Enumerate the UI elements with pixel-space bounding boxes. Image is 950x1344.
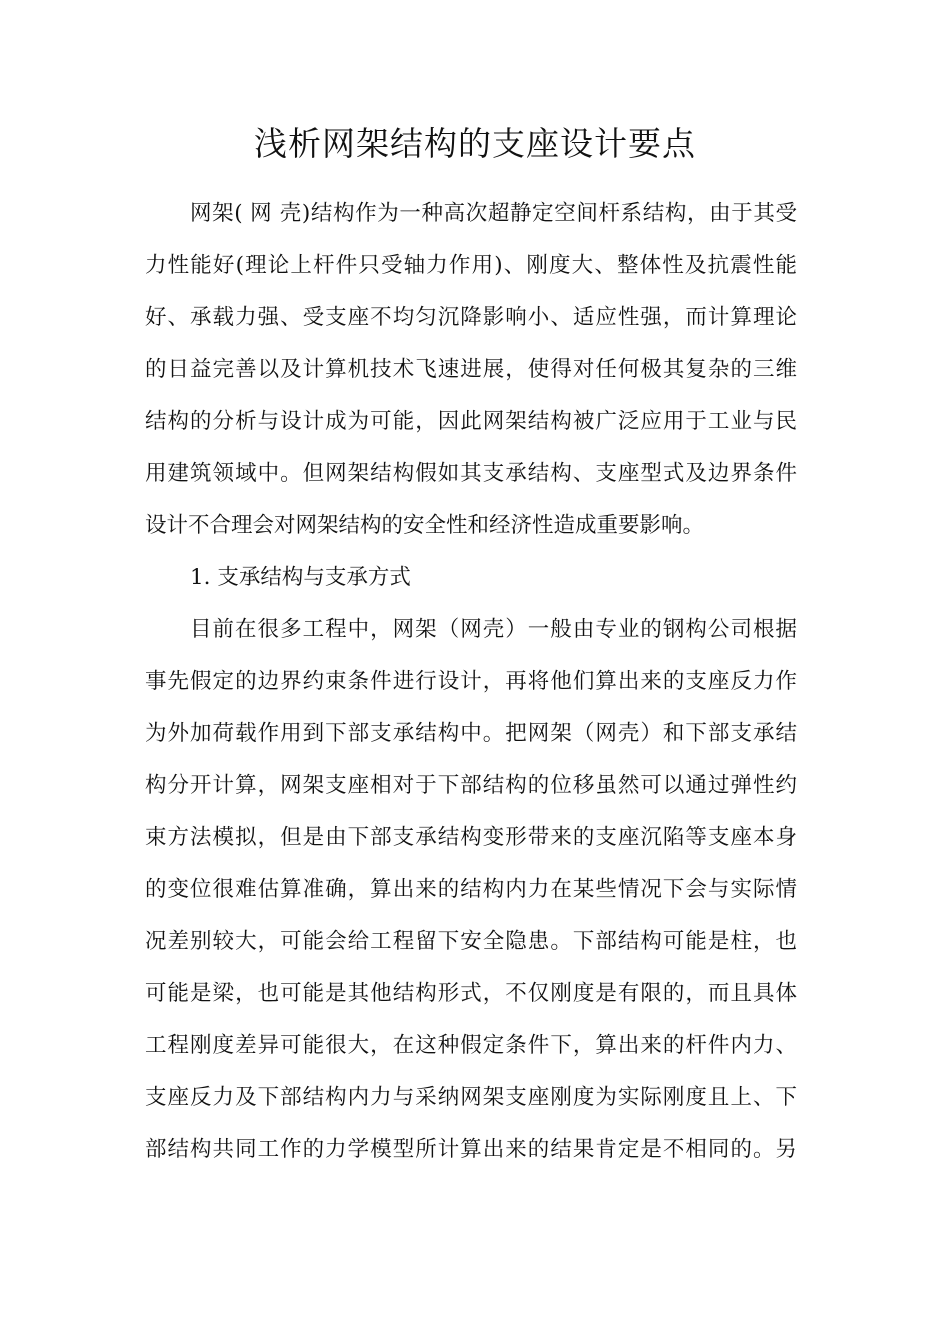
text-line: 可能是梁，也可能是其他结构形式，不仅刚度是有限的，而且具体 [145, 981, 797, 1006]
text-line: 支座反力及下部结构内力与采纳网架支座刚度为实际刚度且上、下 [145, 1085, 797, 1110]
text-line: 部结构共同工作的力学模型所计算出来的结果肯定是不相同的。另 [145, 1137, 797, 1162]
document-body [145, 188, 797, 1176]
text-line: 好、承载力强、受支座不均匀沉降影响小、适应性强，而计算理论 [145, 305, 797, 330]
text-line: 构分开计算，网架支座相对于下部结构的位移虽然可以通过弹性约 [145, 773, 797, 798]
text-line: 力性能好(理论上杆件只受轴力作用)、刚度大、整体性及抗震性能 [145, 253, 797, 278]
text-line: 用建筑领域中。但网架结构假如其支承结构、支座型式及边界条件 [145, 461, 797, 486]
paragraph-support-structure [145, 604, 797, 1176]
paragraph-intro [145, 188, 797, 552]
text-line: 工程刚度差异可能很大，在这种假定条件下，算出来的杆件内力、 [145, 1033, 797, 1058]
section-heading: 1. 支承结构与支承方式 [190, 565, 411, 590]
document-title: 浅析网架结构的支座设计要点 [254, 124, 696, 163]
text-line: 的变位很难估算准确，算出来的结构内力在某些情况下会与实际情 [145, 877, 797, 902]
text-line: 为外加荷载作用到下部支承结构中。把网架（网壳）和下部支承结 [145, 721, 797, 746]
text-line: 网架( 网 壳)结构作为一种高次超静定空间杆系结构，由于其受 [190, 201, 797, 226]
text-line: 的日益完善以及计算机技术飞速进展，使得对任何极其复杂的三维 [145, 357, 797, 382]
text-line: 事先假定的边界约束条件进行设计，再将他们算出来的支座反力作 [145, 669, 797, 694]
text-line: 目前在很多工程中，网架（网壳）一般由专业的钢构公司根据 [190, 617, 797, 642]
text-line: 设计不合理会对网架结构的安全性和经济性造成重要影响。 [145, 513, 705, 538]
text-line: 束方法模拟，但是由下部支承结构变形带来的支座沉陷等支座本身 [145, 825, 797, 850]
text-line: 结构的分析与设计成为可能，因此网架结构被广泛应用于工业与民 [145, 409, 797, 434]
text-line: 况差别较大，可能会给工程留下安全隐患。下部结构可能是柱，也 [145, 929, 797, 954]
